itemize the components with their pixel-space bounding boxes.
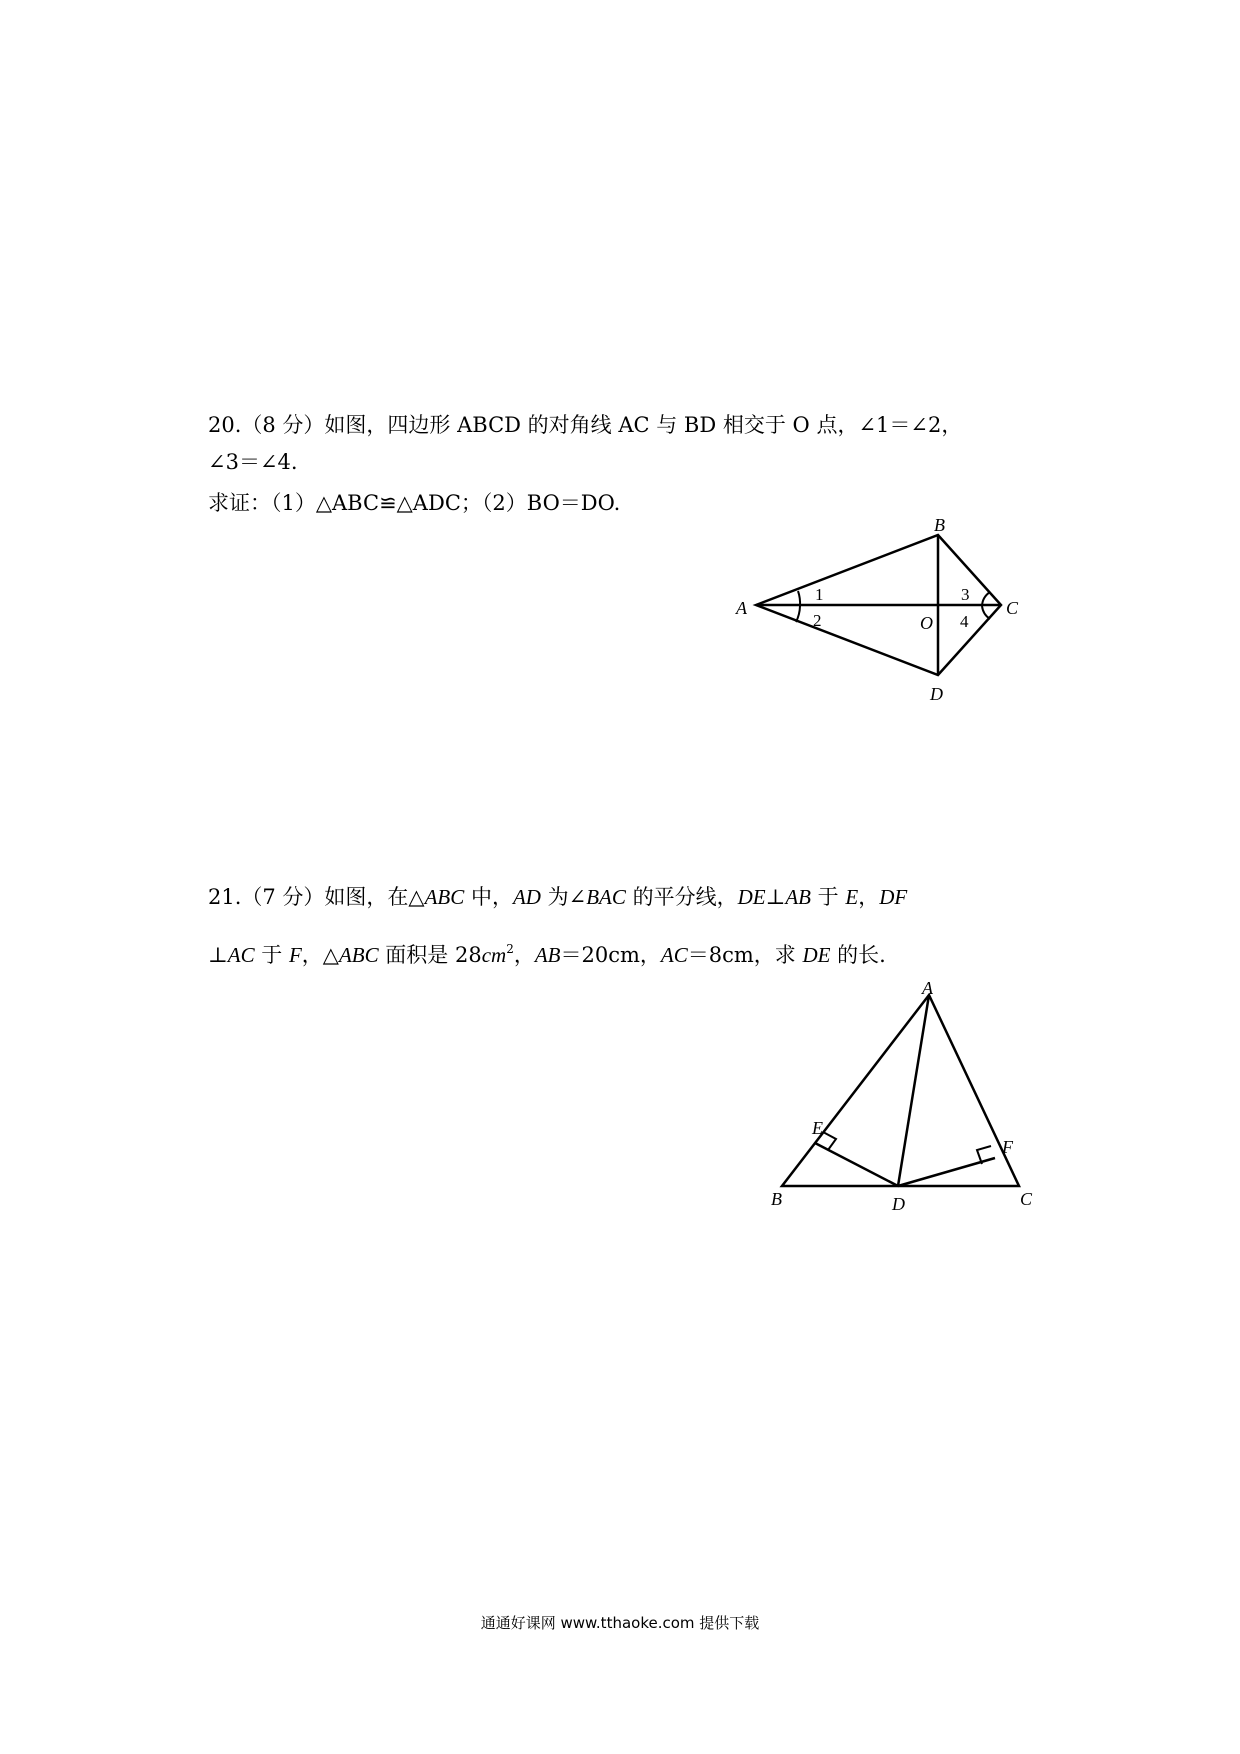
angle-arc-2	[796, 606, 800, 622]
label-o: O	[920, 613, 933, 633]
q20-line-1: 20.（8 分）如图，四边形 ABCD 的对角线 AC 与 BD 相交于 O 点，∠1＝∠2，	[208, 413, 963, 437]
label-angle-3: 3	[961, 585, 970, 604]
angle-arc-4	[982, 606, 990, 619]
bisector-ad	[898, 995, 929, 1186]
label-e2: E	[812, 1118, 823, 1138]
label-d2: D	[892, 1194, 905, 1214]
label-c: C	[1006, 598, 1019, 618]
label-angle-1: 1	[815, 585, 824, 604]
q21-line-2: ⊥AC 于 F，△ABC 面积是 $28cm^2$，AB＝20cm，AC＝8cm，求 DE 的长.	[208, 942, 886, 967]
label-angle-2: 2	[813, 611, 822, 630]
figure-20	[756, 535, 1001, 675]
footer-credit: 通通好课网 www.tthaoke.com 提供下载	[480, 1614, 760, 1632]
q20-line-3: 求证：（1）△ABC≌△ADC；（2）BO＝DO.	[208, 491, 621, 515]
triangle-abc	[782, 995, 1019, 1186]
label-b: B	[934, 515, 945, 535]
q21-line-1: 21.（7 分）如图，在△ABC 中，AD 为∠BAC 的平分线，DE⊥AB 于 E，DF	[208, 885, 908, 909]
label-a: A	[736, 598, 747, 618]
label-c2: C	[1020, 1189, 1033, 1209]
q20-line-2: ∠3＝∠4.	[208, 450, 298, 474]
figure-21-labels	[771, 978, 1033, 1214]
figure-20-labels	[735, 515, 1019, 704]
label-b2: B	[771, 1189, 782, 1209]
label-a2: A	[922, 978, 933, 998]
label-f2: F	[1002, 1137, 1013, 1157]
label-angle-4: 4	[960, 612, 969, 631]
figure-21	[782, 995, 1019, 1186]
label-d: D	[930, 684, 943, 704]
